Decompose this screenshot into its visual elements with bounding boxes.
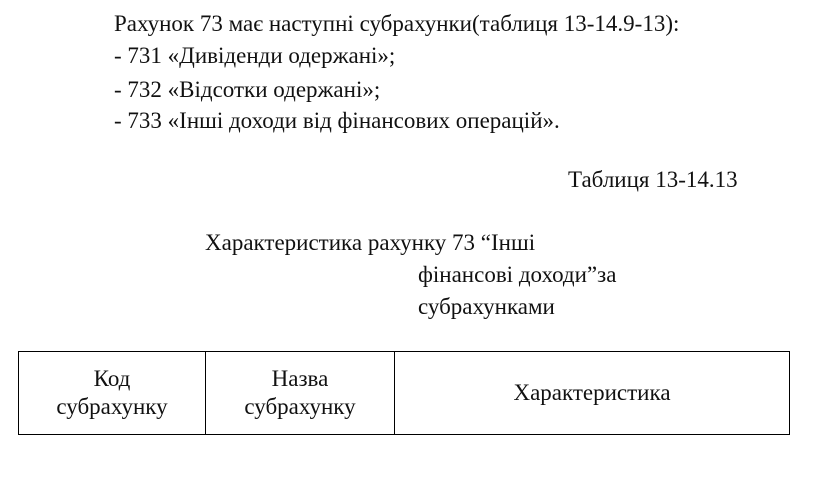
intro-paragraph: Рахунок 73 має наступні субрахунки(таблиця 13-14.9-13): (114, 11, 680, 36)
header-name (206, 352, 395, 435)
header-code-line-1: Код (93, 366, 131, 391)
subaccount-item-733: - 733 «Інші доходи від фінансових операцій». (114, 108, 560, 133)
subaccounts-table (18, 351, 790, 435)
header-description (395, 352, 790, 435)
subaccount-item-732: - 732 «Відсотки одержані»; (114, 77, 381, 102)
header-name-line-1: Назва (271, 366, 329, 391)
header-code-line-2: субрахунку (56, 394, 168, 419)
header-description-text: Характеристика (513, 380, 671, 405)
table-number-label: Таблиця 13-14.13 (568, 167, 738, 192)
header-name-line-2: субрахунку (244, 394, 356, 419)
header-code (19, 352, 206, 435)
table-caption-line-2: фінансові доходи”за (418, 262, 617, 287)
table-caption-line-3: субрахунками (418, 294, 555, 319)
table-header-row (19, 352, 790, 435)
subaccount-item-731: - 731 «Дивіденди одержані»; (114, 43, 396, 68)
table-caption-line-1: Характеристика рахунку 73 “Інші (205, 230, 536, 255)
